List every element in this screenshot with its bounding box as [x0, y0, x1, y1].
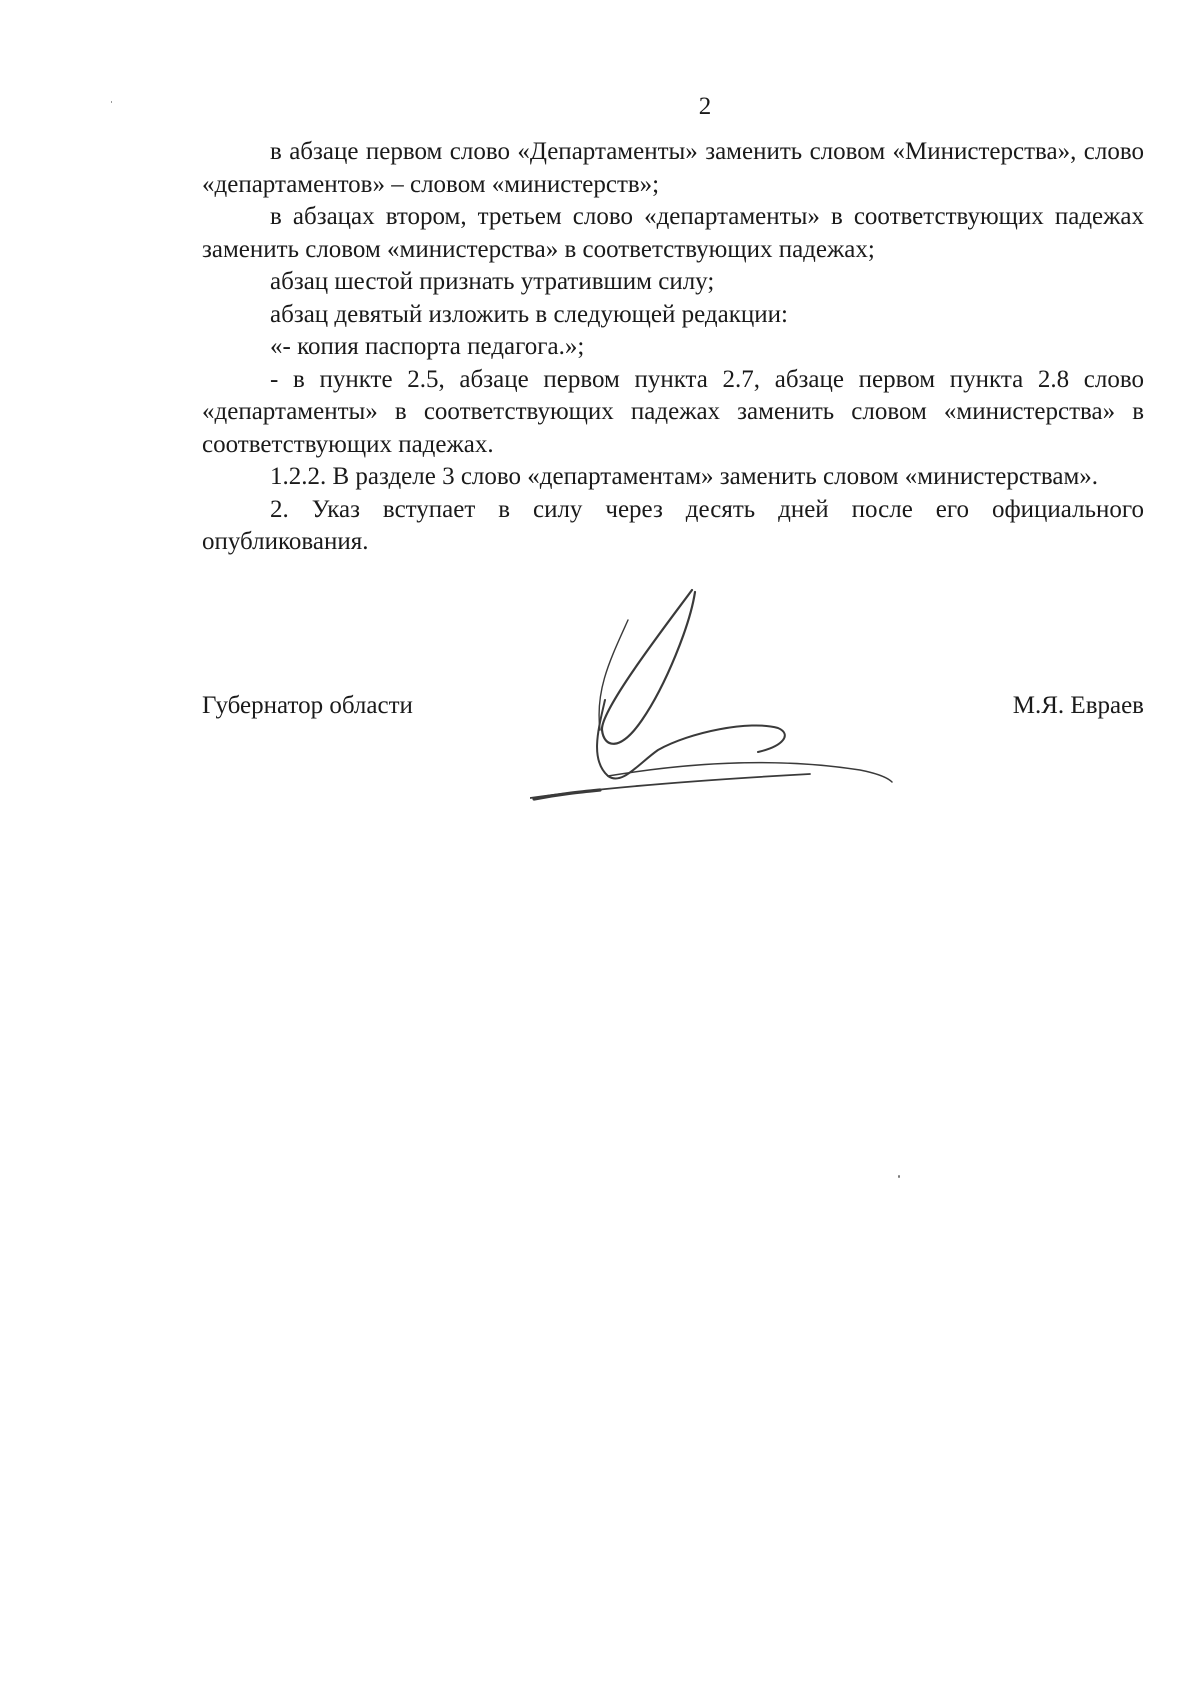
scan-speck	[898, 1175, 900, 1178]
paragraph-1: в абзаце первом слово «Департаменты» заменить словом «Министерства», слово «департаментов» – словом «министерств»;	[202, 138, 1144, 198]
page-number: 2	[698, 93, 712, 120]
paragraph-2: в абзацах втором, третьем слово «департаменты» в соответствующих падежах заменить словом «министерства» в соответствующих падежах;	[202, 203, 1144, 263]
handwritten-signature	[530, 580, 950, 810]
scan-speck	[111, 101, 112, 103]
signer-title: Губернатор области	[202, 692, 413, 719]
paragraph-8: 2. Указ вступает в силу через десять дней после его официального опубликования.	[202, 495, 1144, 555]
paragraph-4: абзац девятый изложить в следующей редакции:	[270, 300, 788, 328]
document-body	[202, 136, 1144, 559]
paragraph-3: абзац шестой признать утратившим силу;	[270, 268, 715, 295]
signer-name: М.Я. Евраев	[1012, 692, 1144, 719]
paragraph-7: 1.2.2. В разделе 3 слово «департаментам» заменить словом «министерствам».	[270, 463, 1099, 490]
paragraph-6: - в пункте 2.5, абзаце первом пункта 2.7, абзаце первом пункта 2.8 слово «департаменты» в соответствующих падежах заменить словом «министерства» в соответствующих падежах.	[202, 365, 1144, 458]
paragraph-5: «- копия паспорта педагога.»;	[270, 333, 585, 360]
